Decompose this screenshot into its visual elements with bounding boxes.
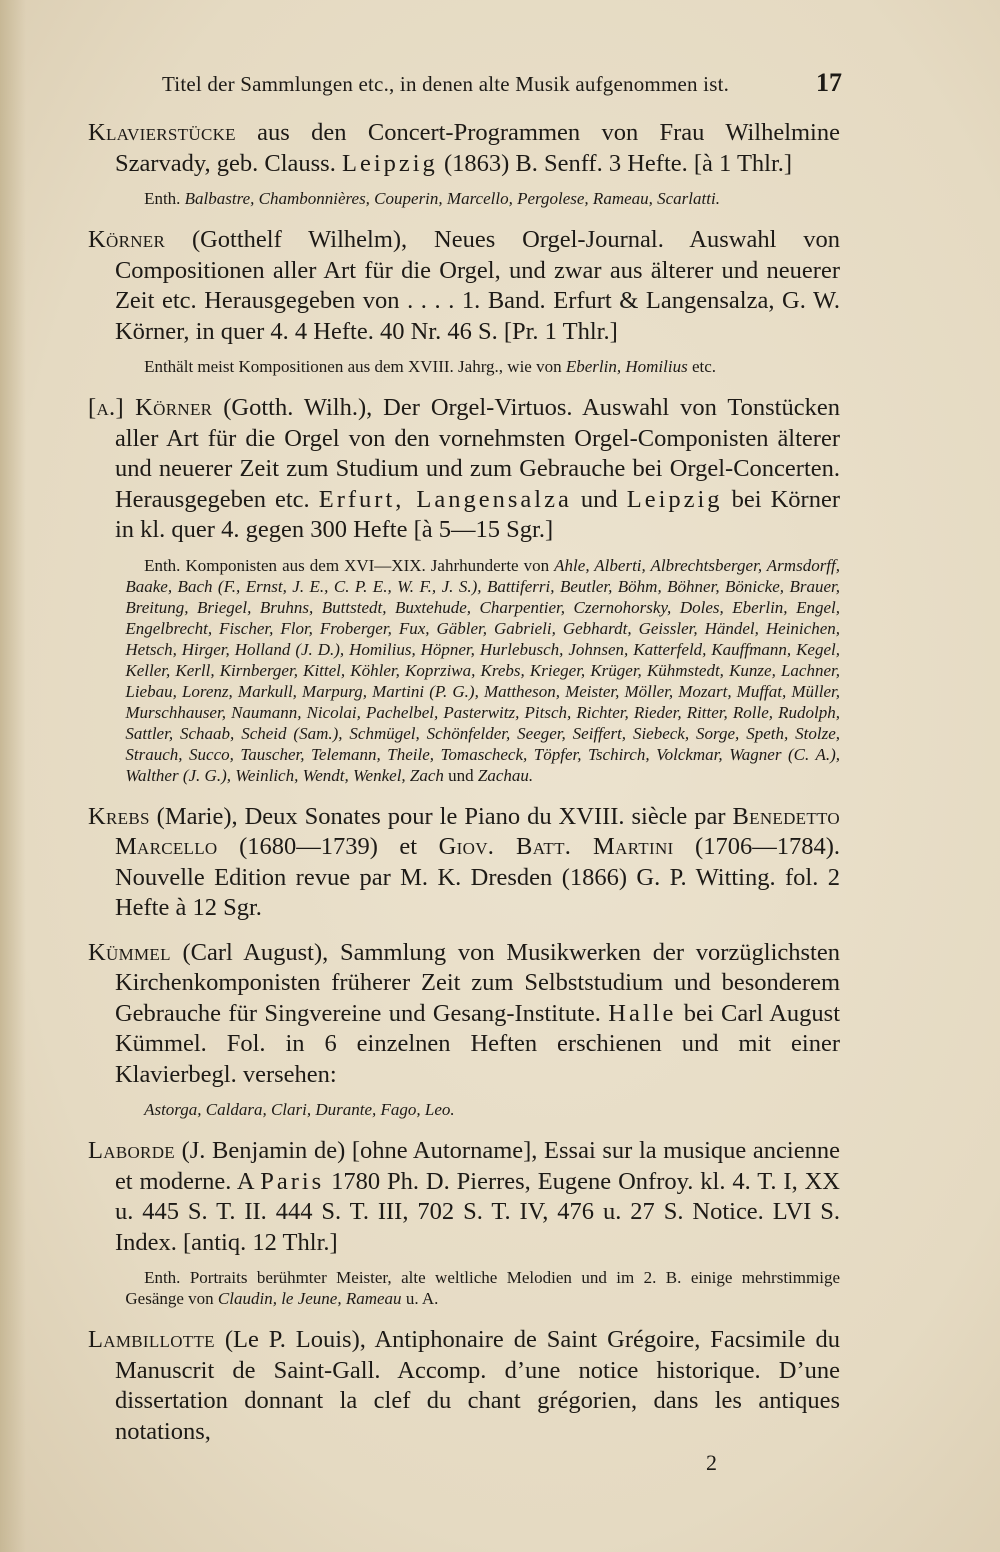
composer-names: Astorga, Caldara, Clari, Durante, Fago, Leo. xyxy=(144,1100,455,1119)
imprint-place: Paris xyxy=(260,1167,325,1195)
entry-kuemmel xyxy=(88,938,840,1091)
entry-heading: Lambillotte xyxy=(88,1326,215,1353)
page-edge-shadow xyxy=(0,0,26,1552)
entry-body: (Carl August), Sammlung von Musikwerken der vorzüglichsten Kirchenkomponisten früherer Zeit zum Selbststudium und besonderem Gebrauche für Singvereine und Gesang-Institute. xyxy=(114,938,840,1027)
entry-body: (Le P. Louis), Antiphonaire de Saint Grégoire, Facsimile du Manuscrit de Saint-Gall. Accomp. d’une notice historique. D’une dissertation donnant la clef du chant grégorien, dans les antiques notations, xyxy=(114,1326,840,1445)
composer-names: Balbastre, Chambonnières, Couperin, Marcello, Pergolese, Rameau, Scarlatti. xyxy=(184,189,720,208)
contents-note xyxy=(107,188,840,209)
page-number: 17 xyxy=(816,68,842,97)
composer-names: Claudin, le Jeune, Rameau xyxy=(217,1289,402,1308)
entry-body: aus den Concert-Programmen von Frau Wilhelmine Szarvady, geb. Clauss. xyxy=(114,119,840,177)
entry-krebs xyxy=(88,802,840,924)
note-lead: Enth. xyxy=(144,189,185,208)
imprint-place: Erfurt, Langensalza xyxy=(318,485,572,513)
entry-body-cont: 1780 Ph. D. Pierres, Eugene Onfroy. kl. 4. T. I, XX u. 445 S. T. II. 444 S. T. III, 702 S. T. IV, 476 u. 27 S. Notice. LVI S. Index. [antiq. 12 Thlr.] xyxy=(114,1167,840,1256)
note-lead: Enthält meist Kompositionen aus dem XVIII. Jahrg., wie von xyxy=(144,357,566,376)
entry-heading: Klavierstücke xyxy=(88,119,236,146)
entry-koerner-journal xyxy=(88,225,840,347)
page-header xyxy=(162,68,842,102)
bibliography-text xyxy=(88,118,840,1456)
entry-body-end: bei Körner in kl. quer 4. gegen 300 Hefte [à 5—15 Sgr.] xyxy=(114,485,840,543)
contents-note xyxy=(107,555,840,786)
entry-body-end: (1706—1784). Nouvelle Edition revue par M. K. Dresden (1866) G. P. Witting. fol. 2 Hefte à 12 Sgr. xyxy=(114,833,840,921)
entry-klavierstuecke xyxy=(88,118,840,179)
contents-note xyxy=(107,1267,840,1309)
entry-body-cont: (1680—1739) et xyxy=(217,833,439,860)
entry-heading: Körner xyxy=(135,394,213,421)
entry-body-cont: bei Carl August Kümmel. Fol. in 6 einzelnen Heften erschienen und mit einer Klavierbegl. versehen: xyxy=(114,999,840,1088)
entry-heading: Laborde xyxy=(88,1137,175,1164)
note-tail: u. A. xyxy=(401,1289,439,1308)
entry-heading: Kümmel xyxy=(88,938,171,966)
signature-mark: 2 xyxy=(706,1450,717,1475)
entry-body-cont: und xyxy=(571,485,627,513)
entry-body: (Gotth. Wilh.), Der Orgel-Virtuos. Auswahl von Tonstücken aller Art für die Orgel von den vornehmsten Orgel-Componisten älterer und neuerer Zeit zum Studium und zum Gebrauche bei Orgel-Concerten. Herausgegeben etc. xyxy=(114,394,840,513)
entry-laborde xyxy=(88,1136,840,1258)
entry-body: (Gotthelf Wilhelm), Neues Orgel-Journal. Auswahl von Compositionen aller Art für die Orgel, und zwar aus älterer und neuerer Zeit etc. Herausgegeben von . . . . 1. Band. Erfurt & Langensalza, G. W. Körner, in quer 4. 4 Hefte. 40 Nr. 46 S. [Pr. 1 Thlr.] xyxy=(114,226,840,345)
entry-body-cont: (1863) B. Senff. 3 Hefte. [à 1 Thlr.] xyxy=(437,149,793,177)
entry-lambillotte xyxy=(88,1325,840,1447)
note-conjunction: und xyxy=(443,765,478,785)
entry-koerner-virtuos xyxy=(88,393,840,546)
entry-heading: Körner xyxy=(88,226,166,253)
running-title: Titel der Sammlungen etc., in denen alte Musik aufgenommen ist. xyxy=(162,72,730,96)
entry-body: (Marie), Deux Sonates pour le Piano du XVIII. siècle par xyxy=(149,802,733,830)
imprint-place-2: Leipzig xyxy=(626,485,723,513)
entry-body: (J. Benjamin de) [ohne Autorname], Essai sur la musique ancienne et moderne. A xyxy=(114,1137,840,1195)
note-tail: etc. xyxy=(687,357,717,376)
composer-name-2: Giov. Batt. Martini xyxy=(438,833,674,860)
contents-note xyxy=(107,1099,840,1120)
entry-prefix: [a.] xyxy=(88,394,136,421)
imprint-place: Halle xyxy=(608,999,677,1027)
composer-names: Ahle, Alberti, Albrechtsberger, Armsdorff, Baake, Bach (F., Ernst, J. E., C. P. E., W. F., J. S.), Battiferri, Beutler, Böhm, Böhner, Bönicke, Brauer, Breitung, Briegel, Bruhns, Buttstedt, Buxtehude, Charpentier, Czernohorsky, Doles, Eberlin, Engel, Engelbrecht, Fischer, Flor, Froberger, Fux, Gäbler, Gabrieli, Gebhardt, Geissler, Händel, Heinichen, Hetsch, Hirger, Holland (J. D.), Homilius, Höpner, Hurlebusch, Johnsen, Katterfeld, Kauffmann, Kegel, Keller, Kerll, Kirnberger, Kittel, Köhler, Koprziwa, Krebs, Krieger, Krüger, Kühmstedt, Kunze, Lachner, Liebau, Lorenz, Markull, Marpurg, Martini (P. G.), Mattheson, Meister, Möller, Mozart, Muffat, Müller, Murschhauser, Naumann, Nicolai, Pachelbel, Pasterwitz, Pitsch, Richter, Rieder, Ritter, Rolle, Rudolph, Sattler, Schaab, Scheid (Sam.), Schmügel, Schönfelder, Seeger, Seiffert, Siebeck, Sorge, Speth, Stolze, Strauch, Succo, Tauscher, Telemann, Theile, Tomascheck, Töpfer, Tschirch, Volckmar, Wagner (C. A.), Walther (J. G.), Weinlich, Wendt, Wenkel, Zach xyxy=(125,555,841,785)
note-lead: Enth. Portraits berühmter Meister, alte weltliche Melodien und im 2. B. einige mehrstimmige Gesänge von xyxy=(125,1268,840,1308)
contents-note xyxy=(107,356,840,377)
composer-names: Eberlin, Homilius xyxy=(565,357,688,376)
imprint-place: Leipzig xyxy=(341,149,438,177)
note-lead: Enth. Komponisten aus dem XVI—XIX. Jahrhunderte von xyxy=(144,555,555,575)
entry-heading: Krebs xyxy=(88,802,150,830)
composer-name-1: Benedetto Marcello xyxy=(114,802,840,860)
composer-last: Zachau. xyxy=(477,765,534,785)
